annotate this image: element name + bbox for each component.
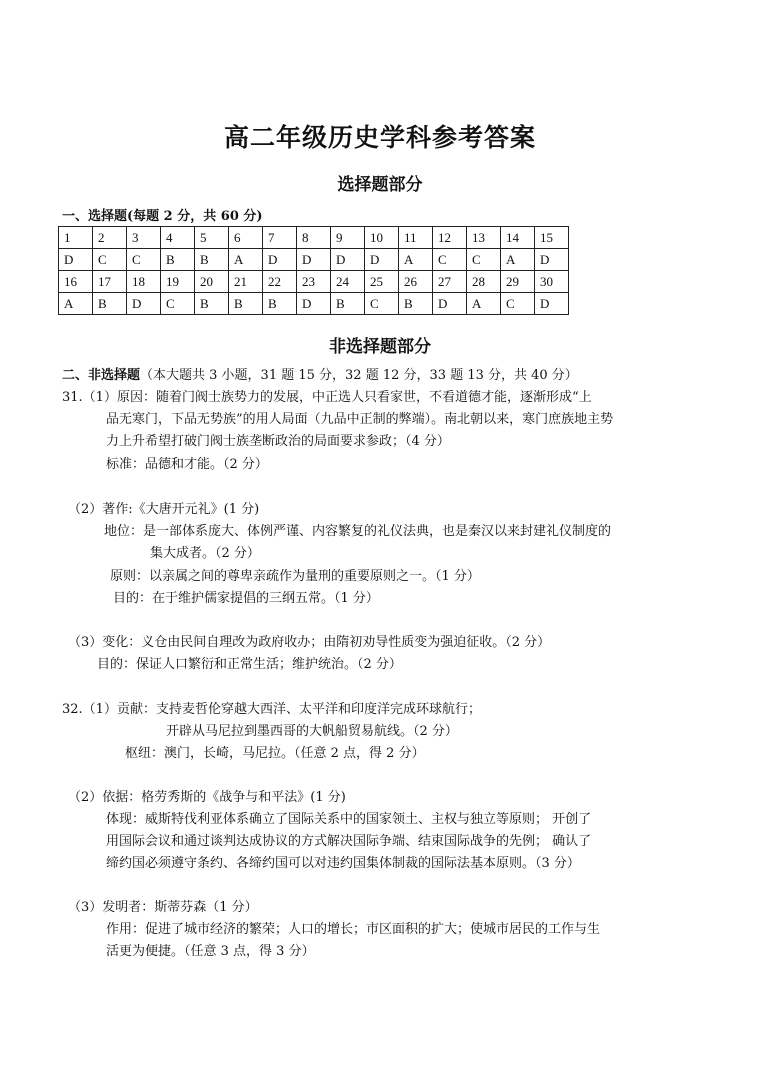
q31-2-work: （2）著作:《大唐开元礼》(1 分) — [68, 502, 260, 517]
question-number-cell: 2 — [93, 227, 127, 249]
answer-cell: D — [535, 293, 569, 315]
answer-cell: C — [467, 249, 501, 271]
question-number-cell: 20 — [195, 271, 229, 293]
nonchoice-header-label: 二、非选择题 — [62, 368, 141, 383]
question-number-cell: 13 — [467, 227, 501, 249]
question-number-cell: 16 — [59, 271, 93, 293]
answer-cell: D — [535, 249, 569, 271]
answer-cell: C — [93, 249, 127, 271]
question-number-cell: 9 — [331, 227, 365, 249]
question-number-cell: 17 — [93, 271, 127, 293]
answer-cell: D — [127, 293, 161, 315]
nonchoice-section-title: 非选择题部分 — [329, 337, 431, 357]
answer-cell: D — [365, 249, 399, 271]
question-number-cell: 27 — [433, 271, 467, 293]
question-number-cell: 7 — [263, 227, 297, 249]
q31-1-reason-line-3: 力上升希望打破门阀士族垄断政治的局面要求参政；（4 分） — [106, 434, 450, 449]
answer-cell: B — [263, 293, 297, 315]
answer-cell: B — [331, 293, 365, 315]
choice-section-title: 选择题部分 — [337, 175, 423, 195]
q32-1-hubs: 枢纽：澳门，长崎，马尼拉。（任意 2 点，得 2 分） — [125, 746, 425, 761]
question-number-cell: 4 — [161, 227, 195, 249]
answer-cell: B — [161, 249, 195, 271]
answer-cell: D — [297, 249, 331, 271]
q31-3-change: （3）变化：义仓由民间自理改为政府收办；由隋初劝导性质变为强迫征收。（2 分） — [68, 635, 551, 650]
q31-1-standard: 标准：品德和才能。（2 分） — [106, 457, 268, 472]
answer-cell: B — [229, 293, 263, 315]
question-number-cell: 30 — [535, 271, 569, 293]
q32-1-contribution-line-1: 32.（1）贡献：支持麦哲伦穿越大西洋、太平洋和印度洋完成环球航行； — [62, 702, 481, 717]
q31-2-purpose: 目的：在于维护儒家提倡的三纲五常。（1 分） — [113, 591, 379, 606]
question-number-row — [59, 271, 569, 293]
answer-cell: B — [195, 293, 229, 315]
answer-cell: D — [433, 293, 467, 315]
question-number-cell: 1 — [59, 227, 93, 249]
choice-header: 一、选择题(每题 2 分，共 60 分) — [62, 209, 263, 224]
question-number-cell: 25 — [365, 271, 399, 293]
q32-2-basis: （2）依据：格劳秀斯的《战争与和平法》(1 分) — [68, 790, 346, 805]
q32-2-embodiment-line-2: 用国际会议和通过谈判达成协议的方式解决国际争端、结束国际战争的先例； 确认了 — [106, 834, 592, 849]
answer-cell: C — [365, 293, 399, 315]
answer-row — [59, 249, 569, 271]
answer-cell: B — [93, 293, 127, 315]
answer-cell: A — [501, 249, 535, 271]
answer-cell: A — [467, 293, 501, 315]
answer-row — [59, 293, 569, 315]
nonchoice-header — [62, 366, 578, 386]
q32-1-contribution-line-2: 开辟从马尼拉到墨西哥的大帆船贸易航线。（2 分） — [166, 724, 458, 739]
answer-cell: D — [297, 293, 331, 315]
q31-2-status-line-2: 集大成者。（2 分） — [150, 546, 260, 561]
q31-1-reason-line-1: 31.（1）原因：随着门阀士族势力的发展，中正选人只看家世，不看道德才能，逐渐形成“上 — [62, 390, 592, 405]
question-number-cell: 10 — [365, 227, 399, 249]
answer-table — [58, 226, 569, 315]
q31-3-purpose: 目的：保证人口繁衍和正常生活；维护统治。（2 分） — [97, 657, 402, 672]
answer-cell: A — [229, 249, 263, 271]
answer-cell: D — [263, 249, 297, 271]
q31-1-reason-line-2: 品无寒门，下品无势族”的用人局面（九品中正制的弊端）。南北朝以来，寒门庶族地主势 — [106, 412, 614, 427]
q33-3-effect-line-2: 活更为便捷。（任意 3 点，得 3 分） — [106, 944, 315, 959]
q33-3-effect-line-1: 作用：促进了城市经济的繁荣；人口的增长；市区面积的扩大；使城市居民的工作与生 — [106, 922, 601, 937]
question-number-cell: 28 — [467, 271, 501, 293]
answer-cell: C — [161, 293, 195, 315]
question-number-cell: 8 — [297, 227, 331, 249]
question-number-cell: 29 — [501, 271, 535, 293]
question-number-cell: 6 — [229, 227, 263, 249]
answer-cell: B — [195, 249, 229, 271]
question-number-cell: 11 — [399, 227, 433, 249]
question-number-cell: 3 — [127, 227, 161, 249]
answer-cell: A — [59, 293, 93, 315]
answer-cell: D — [59, 249, 93, 271]
question-number-cell: 18 — [127, 271, 161, 293]
q33-3-inventor: （3）发明者：斯蒂芬森（1 分） — [68, 900, 258, 915]
q32-2-embodiment-line-1: 体现：威斯特伐利亚体系确立了国际关系中的国家领土、主权与独立等原则； 开创了 — [106, 812, 592, 827]
question-number-cell: 19 — [161, 271, 195, 293]
nonchoice-header-detail: （本大题共 3 小题，31 题 15 分，32 题 12 分，33 题 13 分，共 40 分） — [140, 368, 578, 383]
answer-cell: B — [399, 293, 433, 315]
answer-cell: D — [331, 249, 365, 271]
q31-2-principle: 原则：以亲属之间的尊卑亲疏作为量刑的重要原则之一。（1 分） — [110, 569, 480, 584]
answer-cell: C — [501, 293, 535, 315]
answer-cell: A — [399, 249, 433, 271]
question-number-cell: 26 — [399, 271, 433, 293]
question-number-cell: 21 — [229, 271, 263, 293]
question-number-cell: 5 — [195, 227, 229, 249]
question-number-cell: 15 — [535, 227, 569, 249]
question-number-row — [59, 227, 569, 249]
question-number-cell: 23 — [297, 271, 331, 293]
question-number-cell: 22 — [263, 271, 297, 293]
answer-cell: C — [127, 249, 161, 271]
answer-cell: C — [433, 249, 467, 271]
q31-2-status-line-1: 地位：是一部体系庞大、体例严谨、内容繁复的礼仪法典，也是秦汉以来封建礼仪制度的 — [104, 524, 612, 539]
q32-2-embodiment-line-3: 缔约国必须遵守条约、各缔约国可以对违约国集体制裁的国际法基本原则。（3 分） — [106, 856, 580, 871]
question-number-cell: 24 — [331, 271, 365, 293]
page-title: 高二年级历史学科参考答案 — [223, 123, 536, 152]
question-number-cell: 14 — [501, 227, 535, 249]
question-number-cell: 12 — [433, 227, 467, 249]
